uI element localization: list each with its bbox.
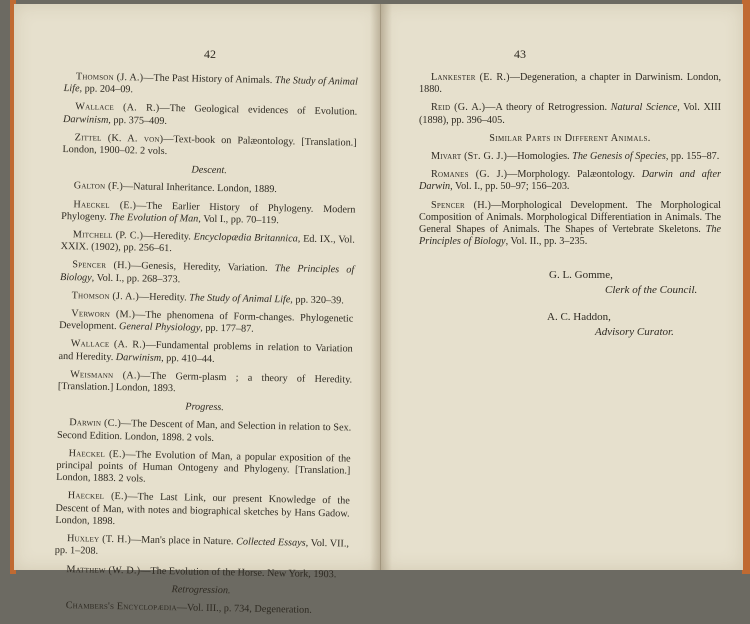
entry-author: Romanes (G. J.) [431, 169, 508, 181]
entry-author: Thomson (J. A.) [71, 290, 140, 303]
entry-text: —Fundamental problems in relation to Variation and Heredity. [58, 340, 353, 363]
entry-text-rest: , pp. 155–87. [665, 151, 720, 163]
bibliography-entry [55, 490, 350, 532]
entry-work-title: The Genesis of Species [572, 151, 666, 163]
entry-author: Galton (F.) [73, 180, 124, 193]
entry-text: —Vol. III., p. 734, Degeneration. [176, 602, 312, 616]
bibliography-entry [419, 169, 721, 193]
bibliography-entry [64, 71, 358, 101]
right-cover-edge [742, 0, 750, 574]
entry-text-rest: , pp. 177–87. [200, 322, 254, 335]
right-page [381, 4, 743, 570]
entry-text: —The Earlier History of Phylogeny. Modern Phylogeny. [61, 200, 356, 223]
entry-author: Matthew (W. D.) [66, 563, 141, 577]
entry-author: Mitchell (P. C.) [72, 229, 144, 242]
bibliography-entry [60, 290, 354, 308]
entry-text-rest: , pp. 320–39. [290, 294, 344, 307]
bibliography-entry [58, 338, 352, 368]
entries-progress [54, 417, 351, 581]
entry-text-rest: , Vol. XIII (1898), pp. 396–405. [419, 102, 721, 126]
bibliography-entry [57, 417, 351, 447]
entry-text: —The Evolution of the Horse. New York, 1903. [140, 565, 337, 580]
entry-author: Lankester (E. R.) [431, 72, 510, 83]
entry-text-rest: , Vol. II., pp. 3–235. [505, 236, 588, 248]
bibliography-entry [419, 200, 721, 249]
entry-text-rest: , Vol. I., pp. 268–373. [91, 272, 181, 285]
left-page-text [53, 71, 357, 624]
bibliography-entry [62, 132, 356, 162]
entry-text: —Natural Inheritance. London, 1889. [122, 181, 278, 196]
entry-text-rest: , pp. 375–409. [108, 114, 168, 127]
bibliography-entry [60, 259, 354, 289]
bibliography-entry [54, 563, 348, 581]
entry-author: Chambers's Encyclopædia [65, 600, 177, 614]
entry-author: Wallace (A. R.) [70, 338, 146, 352]
entry-text-rest: , Vol. I., pp. 50–97; 156–203. [450, 181, 570, 193]
bibliography-entry [419, 102, 721, 126]
bibliography-entry [59, 308, 353, 338]
heading-progress: Progress. [185, 401, 224, 414]
entry-text: —Morphology. Palæontology. [507, 169, 642, 181]
signature-role-gomme: Clerk of the Council. [605, 284, 698, 296]
entries-descent [58, 180, 356, 398]
entry-work-title: The Study of Animal Life [63, 75, 358, 95]
entry-text: —Morphological Development. The Morphological Composition of Animals. Morphological Differentiation in Animals. The General Shapes of Animals. The Shapes of Vertebrate Skeletons. [419, 199, 721, 236]
entry-author: Darwin (C.) [69, 417, 122, 430]
bibliography-entry [60, 229, 354, 259]
entry-text: —The Past History of Animals. [143, 72, 276, 87]
page-number-left: 42 [204, 47, 216, 61]
entry-author: Haeckel (E.) [68, 448, 126, 461]
entry-work-title: Collected Essays [236, 536, 306, 549]
bibliography-entry [54, 600, 348, 618]
entry-work-title: The Principles of Biology [59, 263, 355, 284]
entry-text: —Genesis, Heredity, Variation. [130, 260, 275, 275]
heading-descent: Descent. [191, 164, 227, 177]
entries-top-left [62, 71, 358, 162]
entry-author: Reid (G. A.) [431, 102, 486, 114]
entry-work-title: General Physiology [118, 321, 201, 334]
entries-top-right [419, 72, 721, 127]
bibliography-entry [55, 533, 349, 563]
entry-author: Spencer (H.) [431, 199, 492, 211]
entry-text: —Heredity. [138, 291, 190, 304]
entry-author: Mivart (St. G. J.) [431, 151, 508, 163]
entry-work-title: Darwinism [115, 351, 162, 364]
signatures [419, 262, 721, 340]
entry-author: Thomson (J. A.) [75, 71, 144, 84]
book-gutter [370, 4, 392, 570]
bibliography-entry [56, 448, 351, 490]
entry-text: —The Descent of Man, and Selection in relation to Sex. Second Edition. London, 1898. 2 vols. [56, 418, 352, 444]
bibliography-entry [58, 369, 352, 399]
entry-author: Verworn (M.) [71, 308, 136, 321]
entry-author: Spencer (H.) [72, 259, 132, 272]
entry-text: —Man's place in Nature. [130, 534, 237, 548]
signature-role-haddon: Advisory Curator. [595, 326, 674, 338]
bibliography-entry [61, 199, 355, 229]
entry-work-title: Encyclopædia Britannica [193, 231, 298, 245]
entry-text: —A theory of Retrogression. [485, 102, 611, 114]
entry-text: —Homologies. [507, 151, 573, 163]
heading-retrogression: Retrogression. [171, 583, 231, 596]
entry-text: —The Last Link, our present Knowledge of the Descent of Man, with notes and biographical sketches by Hans Gadow. London, 1898. [55, 491, 350, 527]
entry-text: —The Geological evidences of Evolution. [159, 103, 358, 119]
entry-text: —The Evolution of Man, a popular exposition of the principal points of Human Ontogeny and Phylogeny. [Translation.] London, 1883. 2 vols. [56, 449, 351, 485]
bibliography-entry [63, 101, 357, 131]
entry-text: —Text-book on Palæontology. [Translation.] London, 1900–02. 2 vols. [62, 133, 357, 158]
signature-name-gomme: G. L. Gomme, [549, 269, 613, 281]
bibliography-entry [62, 180, 356, 198]
right-page-text [419, 72, 721, 338]
entry-text-rest: , Vol. VII., pp. 1–208. [54, 537, 350, 558]
entry-work-title: The Evolution of Man [109, 211, 199, 225]
entry-text-rest: , Vol I., pp. 70–119. [198, 213, 279, 226]
entry-work-title: The Principles of Biology [419, 224, 721, 248]
entries-retrogression [54, 600, 348, 618]
entry-author: Wallace (A. R.) [75, 101, 160, 115]
entry-text-rest: , pp. 410–44. [161, 352, 215, 365]
entry-work-title: The Study of Animal Life [189, 292, 291, 306]
heading-similar-parts: Similar Parts in Different Animals. [489, 132, 651, 144]
page-number-right: 43 [514, 47, 526, 61]
left-page [14, 4, 381, 616]
entry-text: —The phenomena of Form-changes. Phylogenetic Development. [59, 309, 354, 333]
entry-text: —Heredity. [143, 230, 194, 243]
entry-author: Haeckel (E.) [73, 198, 137, 212]
bibliography-entry [419, 72, 721, 96]
bibliography-entry [419, 151, 721, 163]
entry-work-title: Darwinism [62, 113, 109, 126]
entry-work-title: Natural Science [610, 102, 678, 114]
signature-name-haddon: A. C. Haddon, [547, 311, 611, 323]
entry-text: —Degeneration, a chapter in Darwinism. London, 1880. [419, 72, 721, 96]
entry-author: Haeckel (E.) [67, 490, 128, 503]
entry-text: —The Germ-plasm ; a theory of Heredity. [Translation.] London, 1893. [57, 370, 353, 395]
entry-text-rest: , Ed. IX., Vol. XXIX. (1902), pp. 256–61. [60, 233, 355, 255]
entry-author: Weismann (A.) [70, 369, 141, 382]
entry-text-rest: , pp. 204–09. [79, 83, 134, 96]
entry-author: Huxley (T. H.) [66, 533, 132, 546]
entry-author: Zittel (K. A. von) [74, 132, 164, 145]
entries-similar [419, 151, 721, 248]
entry-work-title: Darwin and after Darwin [419, 169, 721, 193]
